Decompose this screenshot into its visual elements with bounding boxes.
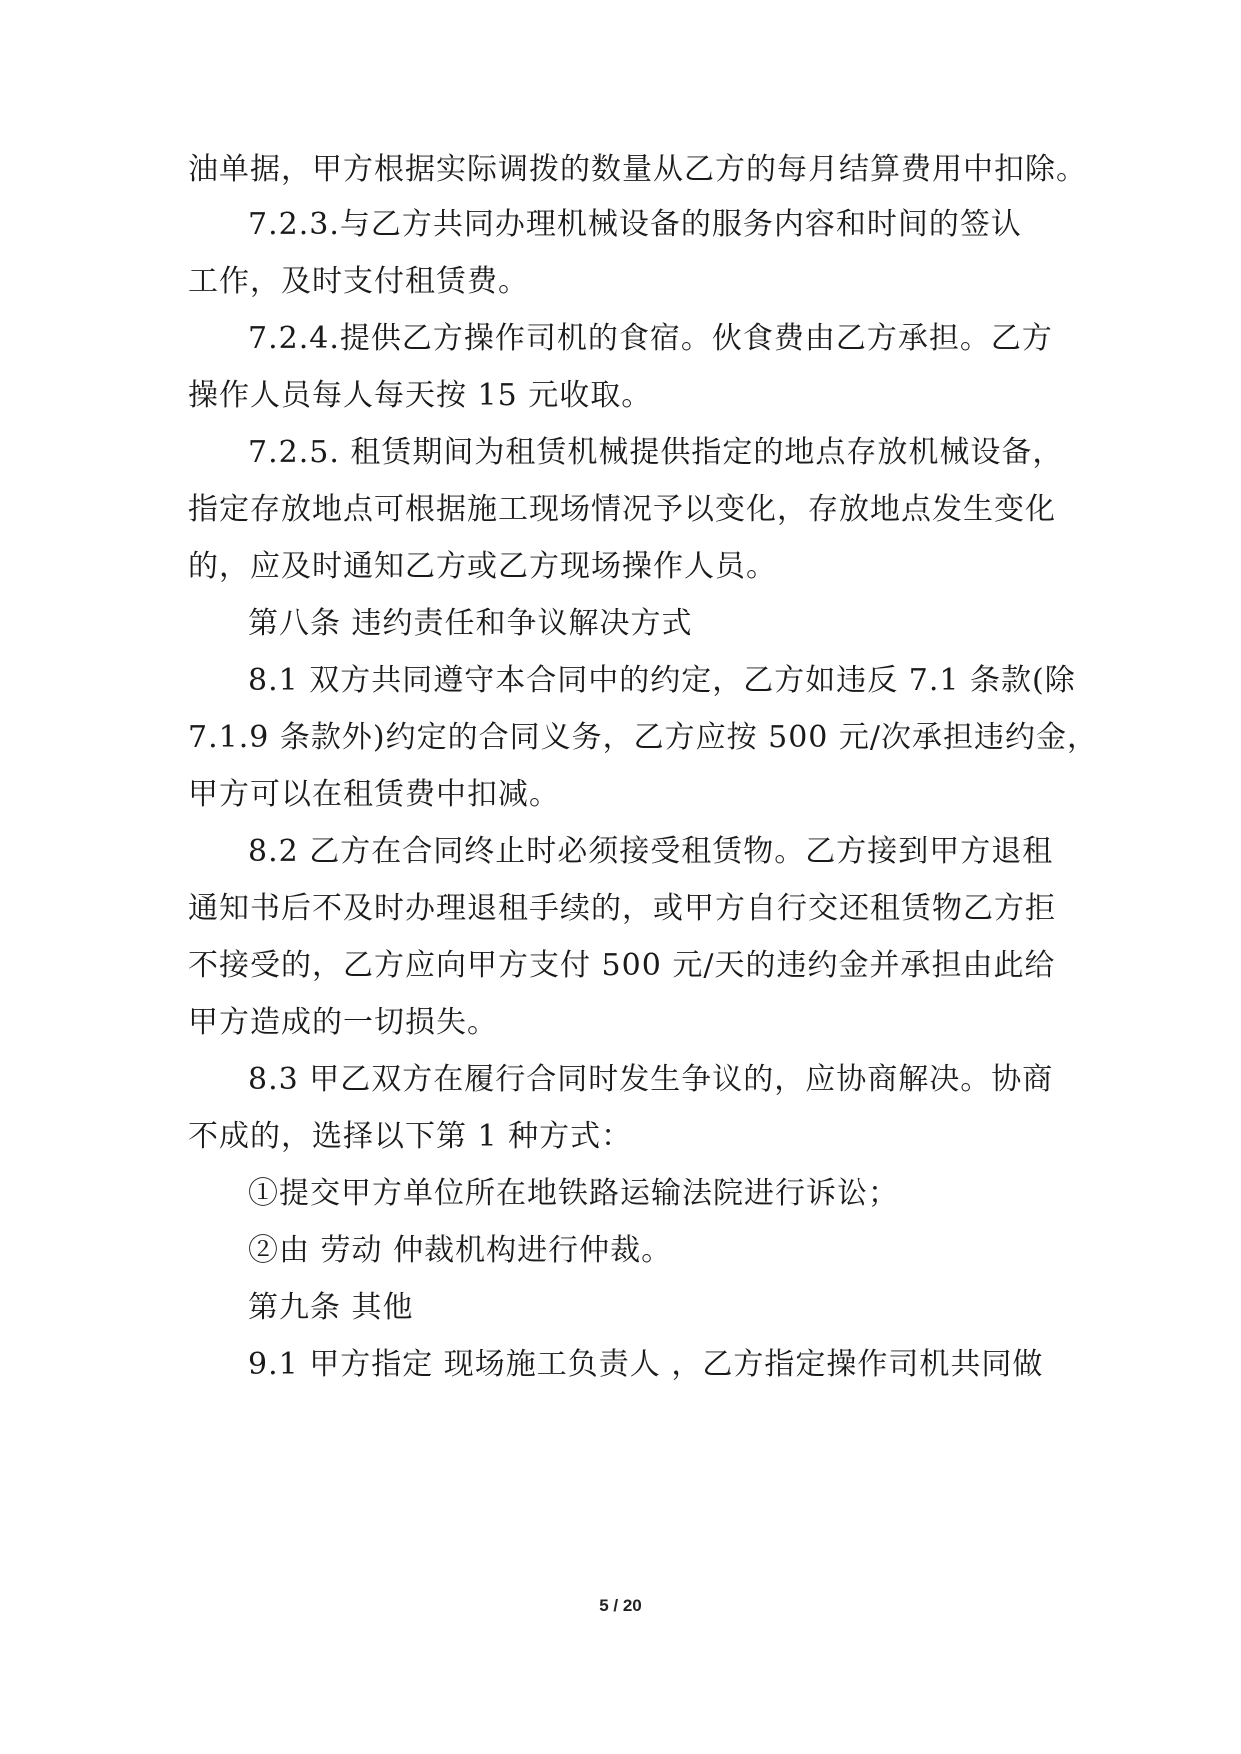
section-heading: 第八条 违约责任和争议解决方式 — [248, 606, 693, 641]
text-line: 工作，及时支付租赁费。 — [188, 264, 529, 299]
text-line: 操作人员每人每天按 15 元收取。 — [188, 378, 653, 413]
list-item: ②由 劳动 仲裁机构进行仲裁。 — [248, 1233, 673, 1268]
text-line: 7.2.5. 租赁期间为租赁机械提供指定的地点存放机械设备， — [248, 435, 1064, 470]
text-line: 8.2 乙方在合同终止时必须接受租赁物。乙方接到甲方退租 — [248, 834, 1054, 869]
text-line: 7.2.3.与乙方共同办理机械设备的服务内容和时间的签认 — [248, 207, 1022, 242]
text-line: 不成的，选择以下第 1 种方式： — [188, 1119, 633, 1154]
text-line: 7.1.9 条款外)约定的合同义务，乙方应按 500 元/次承担违约金， — [188, 720, 1099, 755]
text-line: 甲方可以在租赁费中扣减。 — [188, 777, 560, 812]
text-line: 的，应及时通知乙方或乙方现场操作人员。 — [188, 549, 777, 584]
text-line: 不接受的，乙方应向甲方支付 500 元/天的违约金并承担由此给 — [188, 948, 1056, 983]
text-line: 8.1 双方共同遵守本合同中的约定，乙方如违反 7.1 条款(除 — [248, 663, 1076, 698]
list-item: ①提交甲方单位所在地铁路运输法院进行诉讼； — [248, 1176, 899, 1211]
text-line: 7.2.4.提供乙方操作司机的食宿。伙食费由乙方承担。乙方 — [248, 321, 1053, 356]
text-line: 通知书后不及时办理退租手续的，或甲方自行交还租赁物乙方拒 — [188, 891, 1056, 926]
text-line: 8.3 甲乙双方在履行合同时发生争议的，应协商解决。协商 — [248, 1062, 1054, 1097]
text-line: 指定存放地点可根据施工现场情况予以变化，存放地点发生变化 — [188, 492, 1056, 527]
text-line: 9.1 甲方指定 现场施工负责人 ，乙方指定操作司机共同做 — [248, 1347, 1044, 1382]
page-number: 5 / 20 — [599, 1596, 642, 1615]
text-line: 甲方造成的一切损失。 — [188, 1005, 498, 1040]
text-line: 油单据，甲方根据实际调拨的数量从乙方的每月结算费用中扣除。 — [188, 152, 1087, 187]
section-heading: 第九条 其他 — [248, 1290, 414, 1325]
